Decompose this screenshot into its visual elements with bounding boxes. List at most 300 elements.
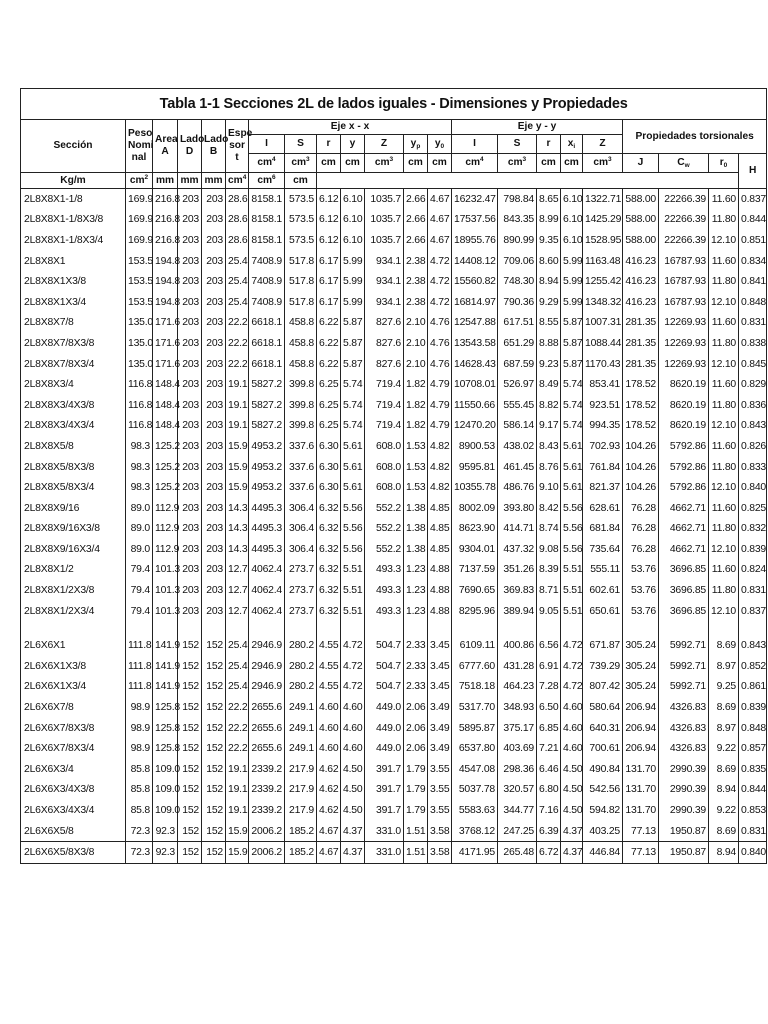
table-cell: 437.32	[498, 539, 537, 560]
table-cell: 92.3	[153, 821, 178, 842]
table-cell: 5.87	[341, 354, 365, 375]
table-cell: 5992.71	[659, 677, 709, 698]
table-cell: 486.76	[498, 477, 537, 498]
table-row	[21, 718, 767, 739]
table-cell: 11.80	[709, 457, 739, 478]
table-cell: 0.852	[739, 656, 767, 677]
table-cell: 7408.9	[249, 271, 285, 292]
section-name-cell: 2L8X8X1-1/8X3/4	[21, 230, 126, 251]
table-cell: 5.74	[341, 416, 365, 437]
table-cell: 0.840	[739, 842, 767, 864]
table-cell: 178.52	[623, 395, 659, 416]
table-cell: 4.60	[341, 718, 365, 739]
table-cell: 8.94	[537, 271, 561, 292]
table-cell: 4.60	[317, 718, 341, 739]
table-cell: 152	[178, 842, 202, 864]
table-cell: 1.51	[404, 821, 428, 842]
unit-x-z-sup: 3	[389, 156, 394, 163]
unit-y-s-sup: 3	[522, 156, 527, 163]
header-lado-d-2: D	[185, 146, 194, 157]
table-cell: 573.5	[285, 230, 317, 251]
table-cell: 337.6	[285, 436, 317, 457]
table-cell: 687.59	[498, 354, 537, 375]
table-cell: 5792.86	[659, 477, 709, 498]
table-cell: 9.08	[537, 539, 561, 560]
table-cell: 185.2	[285, 842, 317, 864]
table-cell: 5.99	[341, 271, 365, 292]
table-cell: 5.74	[341, 374, 365, 395]
table-cell: 8295.96	[452, 601, 498, 622]
table-cell: 4662.71	[659, 539, 709, 560]
table-cell: 98.9	[126, 718, 153, 739]
table-cell: 206.94	[623, 718, 659, 739]
table-cell: 344.77	[498, 800, 537, 821]
table-cell: 203	[202, 436, 226, 457]
table-cell: 152	[178, 697, 202, 718]
header-torsional: Propiedades torsionales	[623, 120, 767, 154]
table-cell: 4.72	[428, 251, 452, 272]
table-cell: 2990.39	[659, 759, 709, 780]
table-cell: 6.39	[537, 821, 561, 842]
table-cell: 194.8	[153, 292, 178, 313]
table-cell: 0.844	[739, 780, 767, 801]
table-cell: 4.82	[428, 436, 452, 457]
table-cell: 5.51	[341, 601, 365, 622]
table-cell: 141.9	[153, 656, 178, 677]
table-cell: 2.33	[404, 656, 428, 677]
header-x-z: Z	[365, 135, 404, 154]
section-name-cell: 2L6X6X7/8	[21, 697, 126, 718]
table-cell: 152	[202, 780, 226, 801]
table-cell: 203	[202, 395, 226, 416]
table-cell: 8620.19	[659, 374, 709, 395]
table-cell: 6.22	[317, 333, 341, 354]
section-name-cell: 2L8X8X1-1/8X3/8	[21, 210, 126, 231]
table-cell: 8.69	[709, 635, 739, 656]
table-cell: 265.48	[498, 842, 537, 864]
table-cell: 464.23	[498, 677, 537, 698]
table-row	[21, 230, 767, 251]
header-y-xi-sub: i	[573, 143, 576, 150]
table-cell: 2.10	[404, 333, 428, 354]
table-cell: 4.72	[428, 292, 452, 313]
table-cell: 206.94	[623, 738, 659, 759]
table-cell: 0.824	[739, 560, 767, 581]
table-row	[21, 560, 767, 581]
table-cell: 12.7	[226, 601, 249, 622]
header-y-xi-base: x	[567, 138, 574, 149]
table-cell: 305.24	[623, 677, 659, 698]
section-name-cell: 2L8X8X5/8	[21, 436, 126, 457]
table-row	[21, 292, 767, 313]
table-cell: 11.60	[709, 498, 739, 519]
header-r0	[709, 154, 739, 173]
table-cell: 8.71	[537, 580, 561, 601]
table-cell: 13543.58	[452, 333, 498, 354]
table-cell: 5.87	[341, 313, 365, 334]
table-cell: 111.8	[126, 677, 153, 698]
table-cell: 203	[202, 416, 226, 437]
table-cell: 4.37	[561, 821, 583, 842]
table-cell: 7408.9	[249, 251, 285, 272]
table-cell: 3.55	[428, 800, 452, 821]
table-cell: 203	[178, 436, 202, 457]
table-cell: 273.7	[285, 601, 317, 622]
table-cell: 112.9	[153, 539, 178, 560]
table-cell: 5.56	[341, 539, 365, 560]
table-cell: 5037.78	[452, 780, 498, 801]
table-cell: 152	[178, 738, 202, 759]
table-cell: 152	[178, 718, 202, 739]
table-title: Tabla 1-1 Secciones 2L de lados iguales - Dimensiones y Propiedades	[21, 89, 767, 120]
table-cell: 8.39	[537, 560, 561, 581]
table-cell: 14.3	[226, 498, 249, 519]
header-lado-b-2: B	[209, 146, 218, 157]
table-row	[21, 333, 767, 354]
table-cell: 1255.42	[583, 271, 623, 292]
table-cell: 11.60	[709, 313, 739, 334]
table-cell: 5583.63	[452, 800, 498, 821]
header-eje-yy: Eje y - y	[452, 120, 623, 135]
table-cell: 640.31	[583, 718, 623, 739]
table-cell: 9304.01	[452, 539, 498, 560]
table-row	[21, 313, 767, 334]
table-cell: 4062.4	[249, 560, 285, 581]
table-cell: 101.3	[153, 560, 178, 581]
table-cell: 6109.11	[452, 635, 498, 656]
table-cell: 6.12	[317, 189, 341, 210]
table-cell: 1348.32	[583, 292, 623, 313]
table-cell: 203	[178, 601, 202, 622]
table-cell: 98.3	[126, 477, 153, 498]
unit-x-i-sup: 4	[272, 156, 276, 163]
table-cell: 4.60	[561, 697, 583, 718]
table-cell: 112.9	[153, 519, 178, 540]
table-cell: 490.84	[583, 759, 623, 780]
table-row	[21, 635, 767, 656]
table-cell: 0.848	[739, 292, 767, 313]
section-name-cell: 2L8X8X1X3/8	[21, 271, 126, 292]
table-cell: 178.52	[623, 416, 659, 437]
table-cell: 4.37	[561, 842, 583, 864]
table-cell: 152	[202, 677, 226, 698]
section-name-cell: 2L8X8X1/2X3/8	[21, 580, 126, 601]
unit-j-cm: cm	[228, 174, 243, 186]
table-cell: 4495.3	[249, 498, 285, 519]
table-cell: 4.60	[317, 697, 341, 718]
header-lado-b	[202, 120, 229, 173]
table-cell: 12.7	[226, 580, 249, 601]
table-cell: 0.839	[739, 539, 767, 560]
table-cell: 92.3	[153, 842, 178, 864]
table-cell: 203	[178, 560, 202, 581]
table-cell: 4.88	[428, 560, 452, 581]
table-cell: 203	[178, 374, 202, 395]
table-cell: 5.61	[341, 436, 365, 457]
table-cell: 2990.39	[659, 800, 709, 821]
table-cell: 8620.19	[659, 416, 709, 437]
table-cell: 403.69	[498, 738, 537, 759]
header-x-y0-base: y	[434, 138, 441, 149]
table-cell: 2.06	[404, 697, 428, 718]
table-cell: 152	[178, 780, 202, 801]
table-cell: 152	[202, 697, 226, 718]
table-cell: 853.41	[583, 374, 623, 395]
header-cw-sub: w	[684, 162, 690, 169]
table-cell: 15.9	[226, 436, 249, 457]
table-cell: 3696.85	[659, 580, 709, 601]
table-cell-empty	[623, 621, 659, 635]
table-cell: 203	[202, 580, 226, 601]
table-cell: 6618.1	[249, 313, 285, 334]
table-cell: 79.4	[126, 601, 153, 622]
table-cell: 493.3	[365, 601, 404, 622]
unit-j	[226, 173, 249, 189]
table-cell: 2655.6	[249, 718, 285, 739]
unit-x-i-cm: cm	[257, 157, 273, 168]
table-cell: 2.06	[404, 718, 428, 739]
table-cell: 493.3	[365, 560, 404, 581]
table-cell: 4.55	[317, 635, 341, 656]
table-cell: 650.61	[583, 601, 623, 622]
table-cell: 169.9	[126, 230, 153, 251]
table-cell: 4.72	[561, 656, 583, 677]
header-peso	[126, 120, 153, 173]
table-cell: 12.7	[226, 560, 249, 581]
table-cell: 4.60	[341, 738, 365, 759]
table-cell: 203	[202, 210, 226, 231]
unit-y-s-cm: cm	[507, 157, 523, 168]
table-cell: 16232.47	[452, 189, 498, 210]
table-cell: 6.30	[317, 436, 341, 457]
table-cell: 203	[202, 333, 226, 354]
table-cell: 8.42	[537, 498, 561, 519]
table-cell: 76.28	[623, 539, 659, 560]
header-peso-3: nal	[131, 152, 147, 163]
table-cell: 5.56	[561, 519, 583, 540]
table-cell: 0.833	[739, 457, 767, 478]
table-cell: 739.29	[583, 656, 623, 677]
table-cell-empty	[178, 621, 202, 635]
table-cell: 6.10	[561, 210, 583, 231]
table-cell: 8.82	[537, 395, 561, 416]
table-cell: 11.80	[709, 580, 739, 601]
table-cell: 7137.59	[452, 560, 498, 581]
table-cell: 4326.83	[659, 697, 709, 718]
table-cell: 504.7	[365, 656, 404, 677]
table-cell: 135.0	[126, 313, 153, 334]
table-cell: 203	[178, 313, 202, 334]
table-cell: 152	[178, 821, 202, 842]
table-cell: 790.36	[498, 292, 537, 313]
table-cell: 16814.97	[452, 292, 498, 313]
table-row	[21, 738, 767, 759]
table-cell: 9.22	[709, 738, 739, 759]
table-cell: 6.25	[317, 395, 341, 416]
table-cell: 19.1	[226, 395, 249, 416]
table-cell: 22.2	[226, 697, 249, 718]
table-cell: 0.834	[739, 251, 767, 272]
table-cell: 5.99	[561, 292, 583, 313]
table-cell-empty	[404, 621, 428, 635]
table-cell: 0.845	[739, 354, 767, 375]
table-cell: 4.82	[428, 477, 452, 498]
table-cell: 6777.60	[452, 656, 498, 677]
table-cell: 2.33	[404, 635, 428, 656]
table-cell: 203	[202, 313, 226, 334]
table-cell: 4662.71	[659, 498, 709, 519]
table-cell: 934.1	[365, 292, 404, 313]
table-cell: 4953.2	[249, 457, 285, 478]
header-area-2: A	[161, 146, 169, 157]
table-cell: 6.30	[317, 457, 341, 478]
table-cell: 77.13	[623, 842, 659, 864]
table-cell: 306.4	[285, 539, 317, 560]
table-cell: 2006.2	[249, 821, 285, 842]
section-name-cell: 2L8X8X1	[21, 251, 126, 272]
section-name-cell: 2L8X8X1/2	[21, 560, 126, 581]
table-cell: 4.76	[428, 333, 452, 354]
table-cell: 1.82	[404, 395, 428, 416]
table-cell: 203	[178, 580, 202, 601]
table-cell: 12.10	[709, 230, 739, 251]
table-cell: 0.826	[739, 436, 767, 457]
table-cell: 702.93	[583, 436, 623, 457]
table-cell-empty	[21, 621, 126, 635]
unit-cw-cm: cm	[257, 174, 273, 186]
table-cell: 1.79	[404, 759, 428, 780]
table-cell: 608.0	[365, 457, 404, 478]
table-cell-empty	[153, 621, 178, 635]
table-cell: 305.24	[623, 656, 659, 677]
table-cell: 4547.08	[452, 759, 498, 780]
table-cell: 203	[178, 395, 202, 416]
table-cell: 7.28	[537, 677, 561, 698]
table-cell-empty	[709, 621, 739, 635]
unit-y-xi: cm	[561, 154, 583, 173]
table-cell: 98.9	[126, 697, 153, 718]
table-cell: 438.02	[498, 436, 537, 457]
table-cell: 5992.71	[659, 635, 709, 656]
table-cell: 0.831	[739, 821, 767, 842]
table-cell: 5.74	[561, 374, 583, 395]
table-cell: 12269.93	[659, 313, 709, 334]
table-cell: 104.26	[623, 457, 659, 478]
table-cell: 217.9	[285, 759, 317, 780]
table-cell: 748.30	[498, 271, 537, 292]
header-r0-sub: 0	[723, 162, 728, 169]
table-cell: 5992.71	[659, 656, 709, 677]
table-cell: 98.3	[126, 457, 153, 478]
table-cell: 53.76	[623, 601, 659, 622]
table-cell: 5.99	[341, 292, 365, 313]
table-cell: 152	[178, 656, 202, 677]
table-cell: 125.2	[153, 436, 178, 457]
table-cell: 22.2	[226, 313, 249, 334]
table-cell: 19.1	[226, 759, 249, 780]
section-name-cell: 2L8X8X1/2X3/4	[21, 601, 126, 622]
table-cell: 25.4	[226, 635, 249, 656]
table-cell: 5.56	[341, 519, 365, 540]
header-x-y0	[428, 135, 452, 154]
table-cell: 101.3	[153, 580, 178, 601]
table-cell: 9.23	[537, 354, 561, 375]
table-cell: 4.62	[317, 759, 341, 780]
table-cell-empty	[317, 621, 341, 635]
table-cell: 6.25	[317, 374, 341, 395]
table-cell: 449.0	[365, 718, 404, 739]
table-cell: 85.8	[126, 780, 153, 801]
table-cell: 1.23	[404, 560, 428, 581]
table-cell-empty	[428, 621, 452, 635]
table-cell: 111.8	[126, 656, 153, 677]
table-cell: 8.43	[537, 436, 561, 457]
table-cell: 517.8	[285, 292, 317, 313]
header-seccion: Sección	[21, 120, 126, 173]
table-cell: 169.9	[126, 189, 153, 210]
table-cell: 14628.43	[452, 354, 498, 375]
table-cell: 5.56	[341, 498, 365, 519]
header-lado-b-1: Lado	[204, 134, 229, 145]
table-cell: 5.61	[341, 477, 365, 498]
table-cell: 5.51	[341, 560, 365, 581]
table-cell: 4.76	[428, 313, 452, 334]
table-cell: 152	[178, 759, 202, 780]
table-cell: 3.45	[428, 635, 452, 656]
table-cell: 331.0	[365, 842, 404, 864]
section-name-cell: 2L8X8X3/4	[21, 374, 126, 395]
table-cell: 6.32	[317, 560, 341, 581]
table-cell-empty	[249, 621, 285, 635]
table-cell: 807.42	[583, 677, 623, 698]
table-cell: 1.82	[404, 374, 428, 395]
table-cell: 4.72	[428, 271, 452, 292]
table-cell: 89.0	[126, 519, 153, 540]
table-cell: 273.7	[285, 560, 317, 581]
table-cell: 0.835	[739, 759, 767, 780]
table-cell: 6.80	[537, 780, 561, 801]
table-cell: 8.55	[537, 313, 561, 334]
table-cell: 178.52	[623, 374, 659, 395]
table-cell: 4.62	[317, 780, 341, 801]
table-cell: 4.72	[341, 635, 365, 656]
table-cell: 4.60	[341, 697, 365, 718]
table-cell: 8.94	[709, 780, 739, 801]
table-cell: 8.69	[709, 759, 739, 780]
table-cell: 148.4	[153, 395, 178, 416]
table-cell: 5.56	[561, 539, 583, 560]
table-cell: 9.10	[537, 477, 561, 498]
header-y-z: Z	[583, 135, 623, 154]
table-cell: 6.22	[317, 313, 341, 334]
table-cell: 1007.31	[583, 313, 623, 334]
table-row	[21, 519, 767, 540]
table-cell: 8.69	[709, 821, 739, 842]
unit-y-z	[583, 154, 623, 173]
table-cell: 4495.3	[249, 539, 285, 560]
table-cell-empty	[583, 621, 623, 635]
table-cell: 5.51	[341, 580, 365, 601]
header-j: J	[623, 154, 659, 173]
table-cell: 6.25	[317, 416, 341, 437]
table-cell: 431.28	[498, 656, 537, 677]
table-cell: 6.50	[537, 697, 561, 718]
table-cell: 391.7	[365, 800, 404, 821]
table-cell: 5895.87	[452, 718, 498, 739]
table-cell: 573.5	[285, 210, 317, 231]
table-cell: 594.82	[583, 800, 623, 821]
table-cell: 446.84	[583, 842, 623, 864]
